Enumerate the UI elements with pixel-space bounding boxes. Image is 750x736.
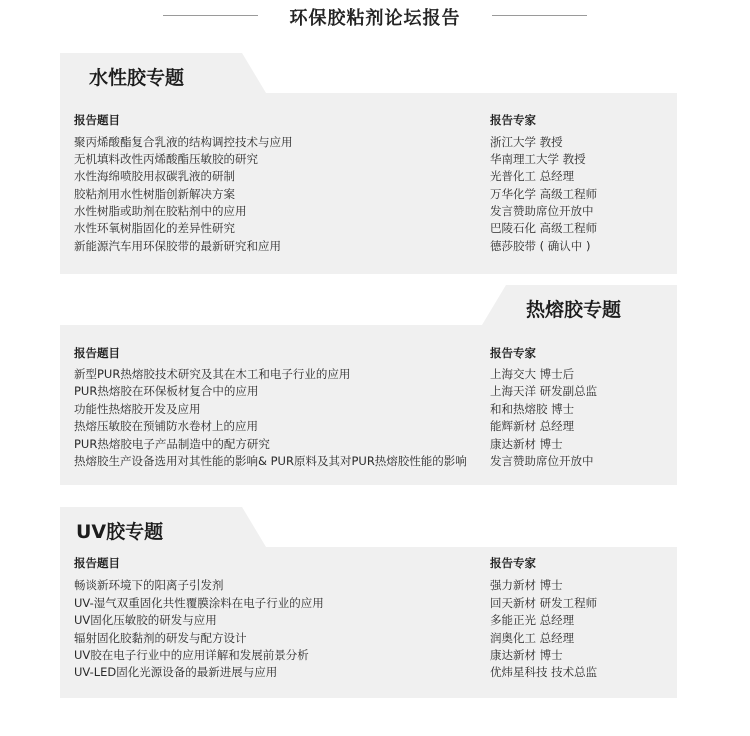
expert-cell: 德莎胶带 ( 确认中 ) xyxy=(490,239,591,253)
section-waterborne xyxy=(60,53,677,274)
expert-cell: 回天新材 研发工程师 xyxy=(490,596,598,610)
topic-cell: 水性树脂或助剂在胶粘剂中的应用 xyxy=(74,204,247,218)
section-title: 水性胶专题 xyxy=(89,67,185,89)
topic-column-header: 报告题目 xyxy=(74,556,120,570)
expert-cell: 康达新材 博士 xyxy=(490,648,563,662)
topic-cell: UV胶在电子行业中的应用详解和发展前景分析 xyxy=(74,648,309,662)
expert-cell: 多能正光 总经理 xyxy=(490,613,575,627)
expert-column-header: 报告专家 xyxy=(490,556,536,570)
expert-cell: 康达新材 博士 xyxy=(490,437,563,451)
expert-column-header: 报告专家 xyxy=(490,113,536,127)
expert-cell: 华南理工大学 教授 xyxy=(490,152,586,166)
page-title: 环保胶粘剂论坛报告 xyxy=(289,8,461,29)
topic-cell: UV-LED固化光源设备的最新进展与应用 xyxy=(74,665,278,679)
expert-cell: 万华化学 高级工程师 xyxy=(490,187,598,201)
expert-cell: 浙江大学 教授 xyxy=(490,135,563,149)
topic-cell: 无机填料改性丙烯酸酯压敏胶的研究 xyxy=(74,152,258,166)
section-hotmelt xyxy=(60,285,677,485)
expert-cell: 发言赞助席位开放中 xyxy=(490,204,594,218)
topic-cell: 水性环氧树脂固化的差异性研究 xyxy=(74,221,235,235)
expert-column-header: 报告专家 xyxy=(490,346,536,360)
topic-cell: PUR热熔胶在环保板材复合中的应用 xyxy=(74,384,259,398)
topic-cell: 热熔压敏胶在预铺防水卷材上的应用 xyxy=(74,419,258,433)
topic-cell: 新能源汽车用环保胶带的最新研究和应用 xyxy=(74,239,281,253)
topic-cell: 胶粘剂用水性树脂创新解决方案 xyxy=(74,187,235,201)
topic-cell: 聚丙烯酸酯复合乳液的结构调控技术与应用 xyxy=(74,135,293,149)
expert-cell: 上海交大 博士后 xyxy=(490,367,575,381)
topic-column-header: 报告题目 xyxy=(74,113,120,127)
expert-cell: 优炜星科技 技术总监 xyxy=(490,665,598,679)
topic-column-header: 报告题目 xyxy=(74,346,120,360)
expert-cell: 巴陵石化 高级工程师 xyxy=(490,221,598,235)
topic-cell: UV固化压敏胶的研发与应用 xyxy=(74,613,217,627)
expert-cell: 光普化工 总经理 xyxy=(490,169,575,183)
section-uv xyxy=(60,507,677,698)
topic-cell: 功能性热熔胶开发及应用 xyxy=(74,402,201,416)
topic-cell: 畅谈新环境下的阳离子引发剂 xyxy=(74,578,224,592)
topic-cell: UV-湿气双重固化共性覆膜涂料在电子行业的应用 xyxy=(74,596,324,610)
expert-cell: 发言赞助席位开放中 xyxy=(490,454,594,468)
topic-cell: 热熔胶生产设备选用对其性能的影响& PUR原料及其对PUR热熔胶性能的影响 xyxy=(74,454,467,468)
section-title: 热熔胶专题 xyxy=(526,299,622,321)
header-divider-right xyxy=(492,15,587,16)
topic-cell: 新型PUR热熔胶技术研究及其在木工和电子行业的应用 xyxy=(74,367,351,381)
section-title: UV胶专题 xyxy=(76,521,164,543)
expert-cell: 润奥化工 总经理 xyxy=(490,631,575,645)
expert-cell: 能辉新材 总经理 xyxy=(490,419,575,433)
topic-cell: 水性海绵喷胶用叔碳乳液的研制 xyxy=(74,169,235,183)
topic-cell: PUR热熔胶电子产品制造中的配方研究 xyxy=(74,437,270,451)
expert-cell: 上海天洋 研发副总监 xyxy=(490,384,598,398)
page-header xyxy=(0,0,750,32)
expert-cell: 强力新材 博士 xyxy=(490,578,563,592)
topic-cell: 辐射固化胶黏剂的研发与配方设计 xyxy=(74,631,247,645)
expert-cell: 和和热熔胶 博士 xyxy=(490,402,575,416)
